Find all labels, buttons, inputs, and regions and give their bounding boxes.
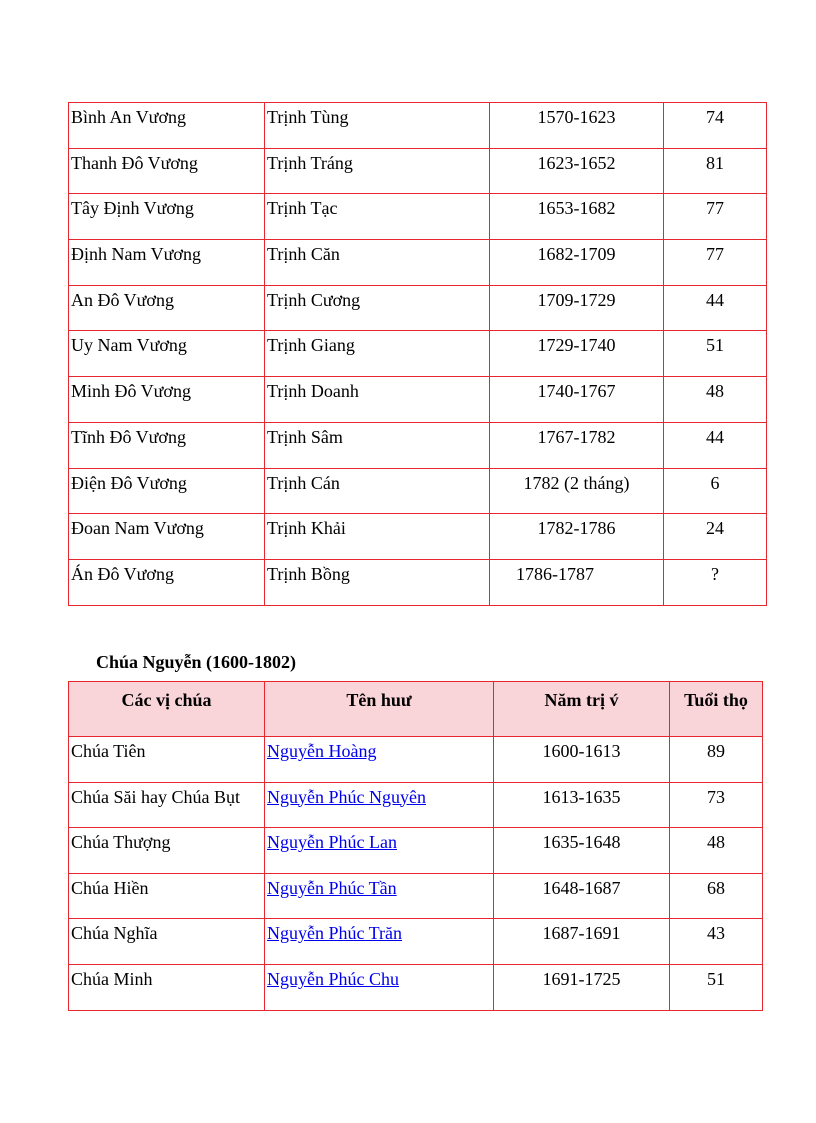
- table-row: [69, 194, 767, 240]
- lord-title-cell: Chúa Tiên: [69, 737, 265, 783]
- header-age: Tuổi thọ: [670, 682, 763, 737]
- lord-name-cell: [265, 964, 494, 1010]
- age-cell: 48: [664, 377, 767, 423]
- lord-name-cell: Trịnh Cán: [265, 468, 490, 514]
- lord-name-link[interactable]: Nguyễn Phúc Trăn: [267, 923, 403, 944]
- table-row: [69, 377, 767, 423]
- reign-cell: 1782-1786: [490, 514, 664, 560]
- age-cell: 44: [664, 285, 767, 331]
- lord-title-cell: Đoan Nam Vương: [69, 514, 265, 560]
- age-cell: 48: [670, 828, 763, 874]
- lord-title-cell: Thanh Đô Vương: [69, 148, 265, 194]
- reign-cell: 1570-1623: [490, 103, 664, 149]
- reign-cell: 1653-1682: [490, 194, 664, 240]
- age-cell: 6: [664, 468, 767, 514]
- lord-title-cell: Tĩnh Đô Vương: [69, 422, 265, 468]
- reign-cell: 1623-1652: [490, 148, 664, 194]
- age-cell: 43: [670, 919, 763, 965]
- reign-cell: 1782 (2 tháng): [490, 468, 664, 514]
- table-row: [69, 514, 767, 560]
- table-row: [69, 240, 767, 286]
- lord-name-link[interactable]: Nguyễn Phúc Lan: [267, 832, 397, 853]
- lord-title-cell: Chúa Nghĩa: [69, 919, 265, 965]
- age-cell: 89: [670, 737, 763, 783]
- lord-title-cell: Minh Đô Vương: [69, 377, 265, 423]
- age-cell: 51: [670, 964, 763, 1010]
- lord-title-cell: Chúa Săi hay Chúa Bụt: [69, 782, 265, 828]
- lord-name-cell: [265, 873, 494, 919]
- lord-name-cell: Trịnh Căn: [265, 240, 490, 286]
- reign-cell: 1786-1787: [490, 559, 664, 605]
- nguyen-lords-table: [68, 681, 763, 1011]
- header-reign: Năm trị v́: [494, 682, 670, 737]
- reign-cell: 1729-1740: [490, 331, 664, 377]
- table-row: [69, 782, 763, 828]
- reign-cell: 1648-1687: [494, 873, 670, 919]
- lord-name-link[interactable]: Nguyễn Phúc Nguyên: [267, 786, 426, 807]
- reign-cell: 1691-1725: [494, 964, 670, 1010]
- lord-name-cell: Trịnh Sâm: [265, 422, 490, 468]
- age-cell: 74: [664, 103, 767, 149]
- age-cell: 51: [664, 331, 767, 377]
- table-row: [69, 148, 767, 194]
- lord-name-link[interactable]: Nguyễn Phúc Chu: [267, 968, 399, 989]
- lord-title-cell: Tây Định Vương: [69, 194, 265, 240]
- reign-cell: 1740-1767: [490, 377, 664, 423]
- lord-name-cell: [265, 919, 494, 965]
- lord-name-cell: [265, 737, 494, 783]
- reign-cell: 1709-1729: [490, 285, 664, 331]
- reign-cell: 1767-1782: [490, 422, 664, 468]
- table-row: [69, 331, 767, 377]
- table-row: [69, 468, 767, 514]
- table-row: [69, 559, 767, 605]
- table-header-row: [69, 682, 763, 737]
- age-cell: ?: [664, 559, 767, 605]
- table-row: [69, 285, 767, 331]
- age-cell: 77: [664, 194, 767, 240]
- lord-title-cell: An Đô Vương: [69, 285, 265, 331]
- table-row: [69, 422, 767, 468]
- reign-cell: 1600-1613: [494, 737, 670, 783]
- age-cell: 44: [664, 422, 767, 468]
- age-cell: 73: [670, 782, 763, 828]
- reign-cell: 1635-1648: [494, 828, 670, 874]
- table-row: [69, 964, 763, 1010]
- table-row: [69, 873, 763, 919]
- lord-title-cell: Chúa Hiền: [69, 873, 265, 919]
- lord-name-link[interactable]: Nguyễn Hoàng: [267, 741, 377, 761]
- table-row: [69, 919, 763, 965]
- lord-name-cell: Trịnh Tạc: [265, 194, 490, 240]
- lord-name-cell: Trịnh Tùng: [265, 103, 490, 149]
- age-cell: 68: [670, 873, 763, 919]
- table-row: [69, 103, 767, 149]
- trinh-lords-table: [68, 102, 767, 606]
- reign-cell: 1687-1691: [494, 919, 670, 965]
- lord-name-cell: Trịnh Bồng: [265, 559, 490, 605]
- table-row: [69, 737, 763, 783]
- header-lords: Các vị chúa: [69, 682, 265, 737]
- table-row: [69, 828, 763, 874]
- lord-name-cell: Trịnh Tráng: [265, 148, 490, 194]
- lord-title-cell: Án Đô Vương: [69, 559, 265, 605]
- lord-name-cell: [265, 828, 494, 874]
- header-name: Tên huư: [265, 682, 494, 737]
- lord-title-cell: Uy Nam Vương: [69, 331, 265, 377]
- reign-cell: 1682-1709: [490, 240, 664, 286]
- lord-name-cell: Trịnh Cương: [265, 285, 490, 331]
- lord-title-cell: Chúa Minh: [69, 964, 265, 1010]
- lord-name-cell: Trịnh Giang: [265, 331, 490, 377]
- lord-name-cell: [265, 782, 494, 828]
- lord-name-cell: Trịnh Khải: [265, 514, 490, 560]
- reign-cell: 1613-1635: [494, 782, 670, 828]
- age-cell: 81: [664, 148, 767, 194]
- lord-title-cell: Bình An Vương: [69, 103, 265, 149]
- age-cell: 24: [664, 514, 767, 560]
- lord-title-cell: Điện Đô Vương: [69, 468, 265, 514]
- lord-title-cell: Chúa Thượng: [69, 828, 265, 874]
- age-cell: 77: [664, 240, 767, 286]
- nguyen-section-heading: Chúa Nguyễn (1600-1802): [96, 652, 297, 672]
- lord-name-link[interactable]: Nguyễn Phúc Tần: [267, 877, 397, 898]
- lord-title-cell: Định Nam Vương: [69, 240, 265, 286]
- lord-name-cell: Trịnh Doanh: [265, 377, 490, 423]
